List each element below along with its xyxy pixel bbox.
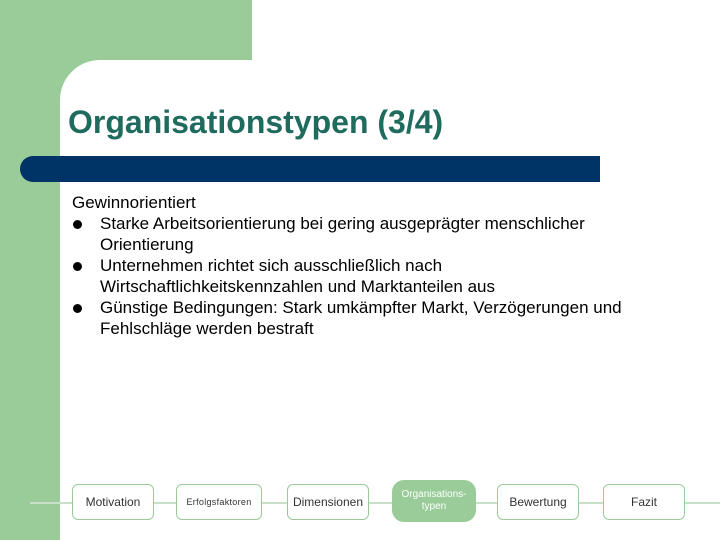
bullet-icon — [73, 304, 82, 313]
bullet-text: Unternehmen richtet sich ausschließlich nach Wirtschaftlichkeitskennzahlen und Marktanteilen aus — [100, 256, 495, 296]
nav-button-motivation[interactable]: Motivation — [72, 484, 154, 520]
list-item — [72, 297, 632, 339]
bullet-text: Günstige Bedingungen: Stark umkämpfter Markt, Verzögerungen und Fehlschläge werden bestraft — [100, 298, 622, 338]
nav-button-dimensionen[interactable]: Dimensionen — [287, 484, 369, 520]
nav-button-fazit[interactable]: Fazit — [603, 484, 685, 520]
title-underline-bar — [20, 156, 600, 182]
slide-title: Organisationstypen (3/4) — [68, 104, 444, 140]
bullet-icon — [73, 262, 82, 271]
section-navigation — [0, 476, 720, 540]
bullet-list — [72, 213, 632, 339]
slide-body — [72, 192, 632, 339]
bullet-text: Starke Arbeitsorientierung bei gering ausgeprägter menschlicher Orientierung — [100, 214, 585, 254]
lead-heading: Gewinnorientiert — [72, 193, 196, 212]
list-item — [72, 213, 632, 255]
nav-button-erfolgsfaktoren[interactable]: Erfolgsfaktoren — [176, 484, 262, 520]
list-item — [72, 255, 632, 297]
nav-button-organisationstypen[interactable]: Organisations-typen — [392, 480, 476, 522]
bullet-icon — [73, 220, 82, 229]
nav-button-bewertung[interactable]: Bewertung — [497, 484, 579, 520]
